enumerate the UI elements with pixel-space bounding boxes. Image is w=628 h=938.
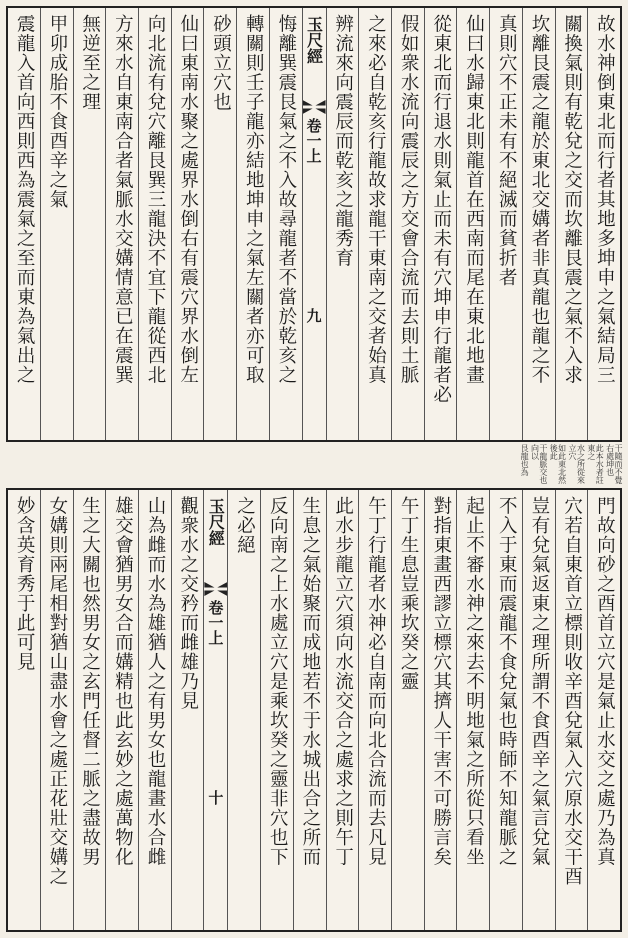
bottom-page-number: 十 [206, 790, 225, 805]
bottom-column-text: 之必絕 [234, 496, 256, 555]
bottom-column-text: 豈有兌氣返東之理所謂不食酉辛之氣言兌氣 [528, 496, 550, 867]
top-column-text: 坎離艮震之龍於東北交媾者非真龍也龍之不 [528, 14, 550, 385]
top-text-column [424, 8, 457, 440]
margin-note: 艮龍也為 [520, 444, 530, 476]
bottom-text-column [456, 490, 489, 930]
top-text-column [358, 8, 391, 440]
bottom-column-text: 妙含英育秀于此可見 [14, 496, 36, 672]
top-volume-label: 卷一上 [304, 118, 323, 163]
top-column-text: 故水神倒東北而行者其地多坤申之氣結局三 [594, 14, 616, 385]
top-text-column [73, 8, 106, 440]
top-text-column [105, 8, 138, 440]
top-text-column [138, 8, 171, 440]
top-column-text: 從東北而行退水則氣止而未有穴坤申行龍者必 [430, 14, 452, 404]
bottom-text-column [587, 490, 620, 930]
bottom-column-text: 門故向砂之酉首立穴是氣止水交之處乃為真 [594, 496, 616, 867]
top-column-text: 悔離巽震艮氣之不入故尋龍者不當於乾亥之 [275, 14, 297, 385]
top-fishtail-mark [303, 100, 326, 114]
margin-note: 此本水者註東之 [586, 444, 605, 484]
bottom-page [6, 488, 622, 932]
margin-note: 干龍脈交也向以 [530, 444, 548, 484]
bottom-column-text: 此水步龍立穴須向水流交合之處求之則午丁 [332, 496, 354, 867]
margin-note: 如此東北然後此 [549, 444, 567, 484]
bottom-text-column [391, 490, 424, 930]
top-column-text: 甲卯成胎不食酉辛之氣 [46, 14, 68, 209]
bottom-column-text: 山為雌而水為雄猶人之有男女也龍畫水合雌 [145, 496, 167, 867]
bottom-text-column [326, 490, 359, 930]
bottom-column-text: 午丁行龍者水神必自南而向北合流而去凡見 [365, 496, 387, 867]
top-column-text: 方來水自東南合者氣脈水交媾情意已在震巽 [112, 14, 134, 385]
bottom-column-text: 穴若自東首立標則收辛酉兌氣入穴原水交干酉 [561, 496, 583, 886]
bottom-column-text: 起止不審水神之來去不明地氣之所從只看坐 [463, 496, 485, 867]
bottom-column-text: 對指東畫西謬立標穴其擠人干害不可勝言矣 [430, 496, 452, 867]
bottom-column-text: 不入于東而震龍不食兌氣也時師不知龍脈之 [496, 496, 518, 867]
top-text-column [236, 8, 269, 440]
top-column-text: 真則穴不正未有不絕滅而貧折者 [496, 14, 518, 287]
top-column-text: 仙曰水歸東北則龍首在西南而尾在東北地畫 [463, 14, 485, 385]
bottom-text-column [227, 490, 260, 930]
bottom-text-column [489, 490, 522, 930]
top-text-column [269, 8, 302, 440]
bottom-text-column [522, 490, 555, 930]
margin-note: 水之所從來立穴 [568, 444, 586, 484]
top-column-text: 辨流來向震辰而乾亥之龍秀育 [332, 14, 354, 268]
top-text-column [391, 8, 424, 440]
top-text-column [522, 8, 555, 440]
top-center-fold [302, 8, 326, 440]
bottom-text-column [555, 490, 588, 930]
top-text-column [555, 8, 588, 440]
top-column-text: 砂頭立穴也 [210, 14, 232, 112]
bottom-column-text: 午丁生息豈乘坎癸之靈 [398, 496, 420, 691]
top-column-text: 仙曰東南水聚之處界水倒右有震穴界水倒左 [177, 14, 199, 385]
bottom-text-column [293, 490, 326, 930]
bottom-column-text: 反向南之上水處立穴是乘坎癸之靈非穴也下 [267, 496, 289, 867]
top-column-text: 假如衆水流向震辰之方交會合流而去則土脈 [398, 14, 420, 385]
margin-note: 干隨而不覺右處坤也 [605, 444, 623, 484]
bottom-fishtail-mark [204, 582, 227, 596]
bottom-text-column [73, 490, 106, 930]
bottom-text-column [40, 490, 73, 930]
bottom-book-title: 玉尺經 [206, 498, 226, 546]
bottom-column-text: 雄交會猶男女合而媾精也此玄妙之處萬物化 [112, 496, 134, 867]
margin-notes [6, 444, 622, 486]
top-book-title: 玉尺經 [304, 16, 324, 64]
bottom-column-text: 女媾則兩尾相對猶山盡水會之處正花壯交媾之 [46, 496, 68, 886]
top-column-text: 之來必自乾亥行龍故求龍干東南之交者始真 [365, 14, 387, 385]
top-page [6, 6, 622, 442]
top-text-column [171, 8, 204, 440]
top-text-column [326, 8, 359, 440]
bottom-column-text: 生之大關也然男女之玄門任督二脈之盡故男 [79, 496, 101, 867]
bottom-text-column [260, 490, 293, 930]
top-text-columns [8, 8, 620, 440]
top-text-column [8, 8, 40, 440]
bottom-column-text: 生息之氣始聚而成地若不于水城出合之所而 [299, 496, 321, 867]
bottom-center-fold [203, 490, 227, 930]
top-column-text: 轉關則壬子龍亦結地坤申之氣左關者亦可取 [243, 14, 265, 385]
top-column-text: 無逆至之理 [79, 14, 101, 112]
top-text-column [456, 8, 489, 440]
top-column-text: 震龍入首向西則西為震氣之至而東為氣出之 [14, 14, 36, 385]
top-column-text: 關換氣則有乾兌之交而坎離艮震之氣不入求 [561, 14, 583, 385]
bottom-text-column [358, 490, 391, 930]
top-text-column [40, 8, 73, 440]
top-page-number: 九 [304, 308, 323, 323]
bottom-volume-label: 卷一上 [206, 600, 225, 645]
bottom-column-text: 觀衆水之交矜而雌雄乃見 [177, 496, 199, 711]
bottom-text-column [105, 490, 138, 930]
top-text-column [587, 8, 620, 440]
bottom-text-column [8, 490, 40, 930]
top-text-column [489, 8, 522, 440]
bottom-text-column [171, 490, 204, 930]
top-text-column [203, 8, 236, 440]
bottom-text-column [138, 490, 171, 930]
bottom-text-columns [8, 490, 620, 930]
bottom-text-column [424, 490, 457, 930]
top-column-text: 向北流有兌穴離艮巽三龍決不宜下龍從西北 [145, 14, 167, 385]
